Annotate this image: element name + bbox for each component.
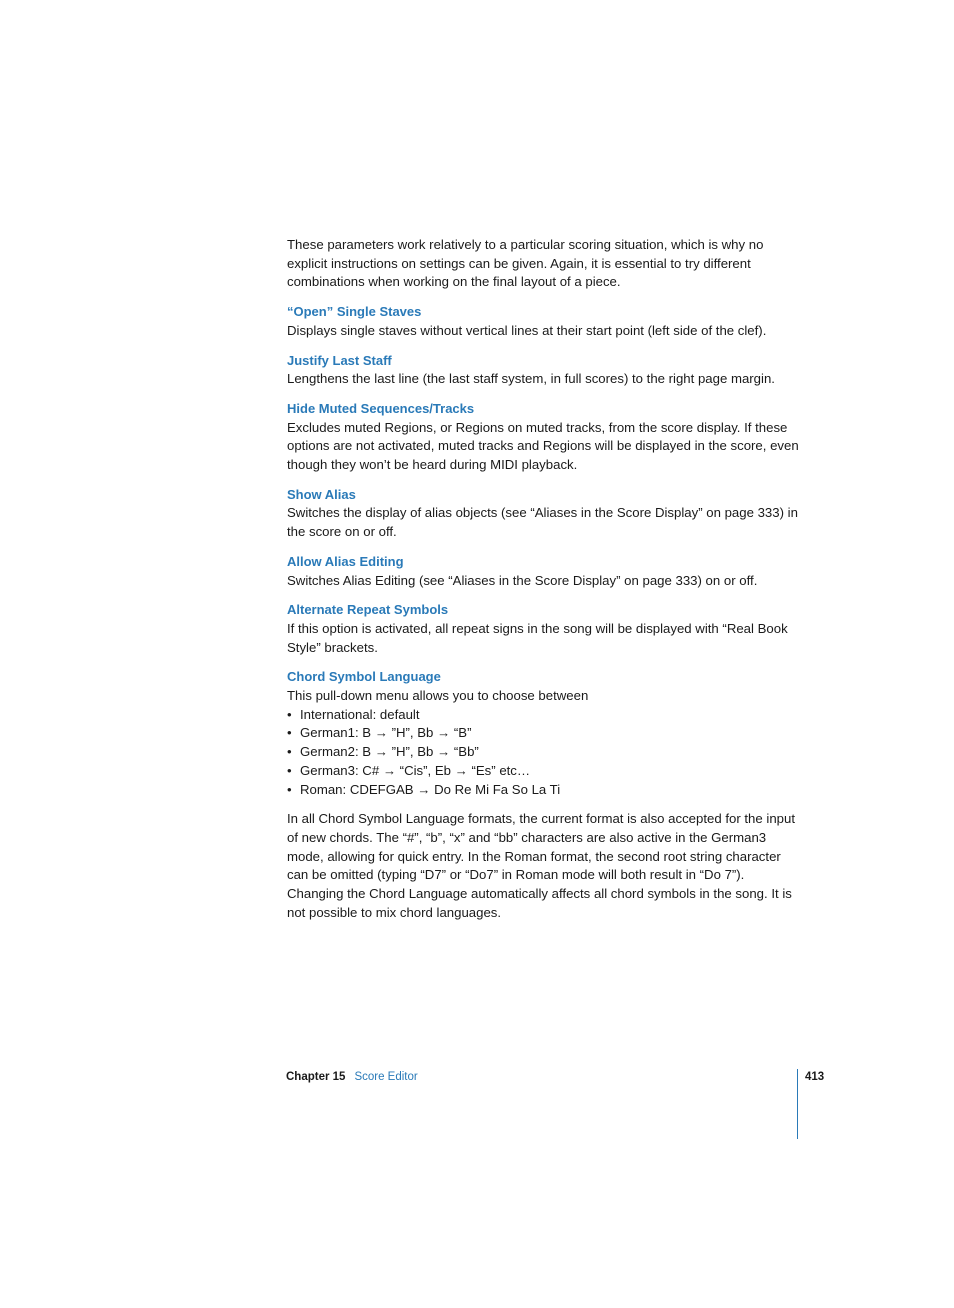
section-body: Lengthens the last line (the last staff system, in full scores) to the right page margin. [287,371,775,387]
section-heading: Justify Last Staff [287,352,392,368]
section-heading: Hide Muted Sequences/Tracks [287,400,475,416]
section-body: Displays single staves without vertical lines at their start point (left side of the clef). [287,322,767,338]
section-hide-muted-sequences [287,400,799,475]
footer-divider [797,1069,798,1139]
section-body: Switches Alias Editing (see “Aliases in the Score Display” on page 333) on or off. [287,572,758,588]
list-item [287,762,799,781]
section-allow-alias-editing [287,553,799,590]
bullet-icon: • [287,744,292,760]
section-heading: “Open” Single Staves [287,304,422,320]
section-heading: Chord Symbol Language [287,669,441,685]
chapter-label: Chapter 15 [286,1071,346,1083]
section-justify-last-staff [287,352,799,389]
section-heading: Allow Alias Editing [287,553,404,569]
section-heading: Alternate Repeat Symbols [287,602,449,618]
list-item-text: Roman: CDEFGAB → Do Re Mi Fa So La Ti [300,781,561,797]
chapter-title: Score Editor [354,1071,418,1083]
closing-paragraph: In all Chord Symbol Language formats, the current format is also accepted for the input of new chords. The “#”, “b”, “x” and “bb” characters are also active in the German3 mode, allowing for quick entry. In the Roman format, the second root string character can be omitted (typing “D7” or “Do7” in Roman mode will both result in “Do 7”). Changing the Chord Language automatically affects all chord symbols in the song. It is not possible to mix chord languages. [287,811,795,920]
list-item-text: German1: B → ”H”, Bb → “B” [300,725,472,741]
list-item-text: International: default [300,706,420,722]
section-show-alias [287,486,799,542]
footer-chapter [286,1069,418,1085]
section-body: Excludes muted Regions, or Regions on muted tracks, from the score display. If these options are not activated, muted tracks and Regions will be displayed in the score, even though they won’t be heard during MIDI playback. [287,419,799,473]
list-item [287,781,799,800]
section-alternate-repeat-symbols [287,601,799,657]
section-heading: Show Alias [287,486,356,502]
list-item [287,706,799,725]
bullet-icon: • [287,781,292,797]
section-lead: This pull-down menu allows you to choose between [287,688,589,704]
intro-paragraph: These parameters work relatively to a particular scoring situation, which is why no explicit instructions on settings can be given. Again, it is essential to try different combinations when working on the final layout of a piece. [287,237,764,290]
section-chord-symbol-language [287,668,799,922]
chord-language-list [287,706,799,800]
page-content [287,236,799,934]
bullet-icon: • [287,762,292,778]
list-item-text: German2: B → ”H”, Bb → “Bb” [300,744,479,760]
list-item-text: German3: C# → “Cis”, Eb → “Es” etc… [300,762,531,778]
bullet-icon: • [287,706,292,722]
page-number: 413 [805,1071,825,1083]
section-body: Switches the display of alias objects (see “Aliases in the Score Display” on page 333) in the score on or off. [287,505,798,540]
list-item [287,743,799,762]
bullet-icon: • [287,725,292,741]
section-open-single-staves [287,303,799,340]
section-body: If this option is activated, all repeat signs in the song will be displayed with “Real Book Style” brackets. [287,620,788,655]
list-item [287,724,799,743]
